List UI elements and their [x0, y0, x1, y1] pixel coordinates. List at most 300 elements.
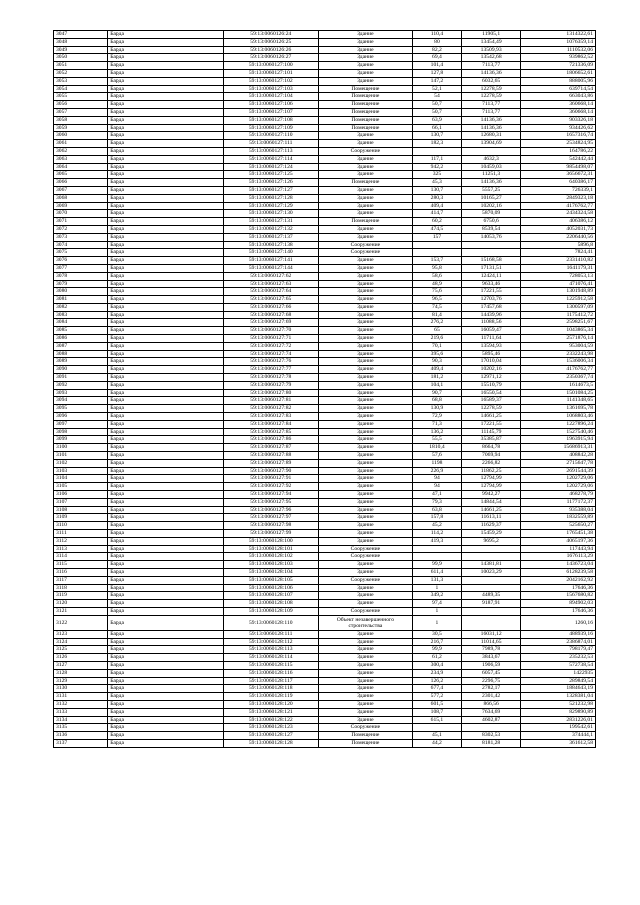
cadastral-value-table [53, 30, 596, 748]
cadastral-number-cell: 59:13:0060127:96 [223, 506, 318, 514]
row-number-cell: 3096 [54, 413, 108, 421]
area-cell: 130,7 [412, 132, 461, 140]
cadastral-value-cell: 2042162,92 [521, 576, 596, 584]
area-cell: 234,9 [412, 669, 461, 677]
cadastral-number-cell: 59:13:0060127:102 [223, 77, 318, 85]
object-type-cell: Здание [318, 31, 412, 39]
object-type-cell: Здание [318, 428, 412, 436]
table-row [54, 140, 596, 148]
settlement-name-cell: Барда [108, 366, 224, 374]
area-cell: 72,9 [412, 413, 461, 421]
cadastral-value-cell: 1963915,94 [521, 436, 596, 444]
cadastral-value-cell: 1501084,25 [521, 389, 596, 397]
object-type-cell: Здание [318, 46, 412, 54]
object-type-cell: Здание [318, 225, 412, 233]
table-row [54, 514, 596, 522]
settlement-name-cell: Барда [108, 116, 224, 124]
table-row [54, 724, 596, 732]
cadastral-number-cell: 59:13:0060127:137 [223, 233, 318, 241]
table-row [54, 335, 596, 343]
area-cell: 157,8 [412, 514, 461, 522]
cadastral-number-cell: 59:13:0060128:111 [223, 630, 318, 638]
cadastral-value-cell: 1567680,82 [521, 592, 596, 600]
area-cell: 99,9 [412, 646, 461, 654]
cadastral-number-cell: 59:13:0060127:103 [223, 85, 318, 93]
settlement-name-cell: Барда [108, 155, 224, 163]
cadastral-number-cell: 59:13:0060127:106 [223, 101, 318, 109]
cadastral-number-cell: 59:13:0060128:121 [223, 708, 318, 716]
row-number-cell: 3100 [54, 444, 108, 452]
object-type-cell: Здание [318, 537, 412, 545]
object-type-cell: Здание [318, 475, 412, 483]
specific-value-cell: 13594,93 [461, 342, 520, 350]
area-cell: 131,3 [412, 576, 461, 584]
settlement-name-cell: Барда [108, 218, 224, 226]
table-row [54, 483, 596, 491]
cadastral-value-cell: 1536006,34 [521, 358, 596, 366]
object-type-cell: Здание [318, 491, 412, 499]
row-number-cell: 3082 [54, 303, 108, 311]
table-row [54, 124, 596, 132]
settlement-name-cell: Барда [108, 677, 224, 685]
table-row [54, 630, 596, 638]
settlement-name-cell: Барда [108, 584, 224, 592]
row-number-cell: 3131 [54, 693, 108, 701]
table-row [54, 716, 596, 724]
settlement-name-cell: Барда [108, 381, 224, 389]
specific-value-cell: 2301,42 [461, 693, 520, 701]
object-type-cell: Здание [318, 350, 412, 358]
table-row [54, 638, 596, 646]
row-number-cell: 3104 [54, 475, 108, 483]
specific-value-cell: 11014,65 [461, 638, 520, 646]
table-row [54, 452, 596, 460]
table-row [54, 85, 596, 93]
table-row [54, 264, 596, 272]
specific-value-cell [461, 607, 520, 615]
specific-value-cell: 14136,36 [461, 124, 520, 132]
cadastral-value-cell: 1260,16 [521, 615, 596, 630]
cadastral-number-cell: 59:13:0060127:138 [223, 241, 318, 249]
cadastral-value-cell: 2571876,14 [521, 335, 596, 343]
object-type-cell: Сооружение [318, 576, 412, 584]
cadastral-value-cell: 1110532,06 [521, 46, 596, 54]
cadastral-value-cell: 17646,36 [521, 607, 596, 615]
cadastral-value-cell: 1328381,04 [521, 693, 596, 701]
row-number-cell: 3053 [54, 77, 108, 85]
specific-value-cell: 16550,54 [461, 389, 520, 397]
cadastral-value-cell: 521232,98 [521, 700, 596, 708]
cadastral-number-cell: 59:13:0060127:129 [223, 202, 318, 210]
specific-value-cell [461, 545, 520, 553]
area-cell: 79,3 [412, 498, 461, 506]
settlement-name-cell: Барда [108, 576, 224, 584]
object-type-cell: Сооружение [318, 553, 412, 561]
area-cell: 226,9 [412, 467, 461, 475]
specific-value-cell: 9942,27 [461, 491, 520, 499]
area-cell: 147,2 [412, 77, 461, 85]
cadastral-number-cell: 59:13:0060127:97 [223, 514, 318, 522]
cadastral-value-cell: 4065197,36 [521, 537, 596, 545]
cadastral-number-cell: 59:13:0060128:102 [223, 553, 318, 561]
row-number-cell: 3058 [54, 116, 108, 124]
specific-value-cell: 15168,58 [461, 257, 520, 265]
settlement-name-cell: Барда [108, 693, 224, 701]
area-cell: 82,2 [412, 46, 461, 54]
cadastral-value-cell: 903326,18 [521, 116, 596, 124]
object-type-cell: Здание [318, 405, 412, 413]
area-cell: 942,2 [412, 163, 461, 171]
object-type-cell: Здание [318, 638, 412, 646]
cadastral-value-cell: 408842,28 [521, 452, 596, 460]
table-row [54, 607, 596, 615]
table-row [54, 397, 596, 405]
cadastral-value-cell: 1832559,89 [521, 514, 596, 522]
cadastral-number-cell: 59:13:0060127:128 [223, 194, 318, 202]
table-row [54, 568, 596, 576]
settlement-name-cell: Барда [108, 475, 224, 483]
table-row [54, 677, 596, 685]
row-number-cell: 3071 [54, 218, 108, 226]
area-cell: 601,5 [412, 700, 461, 708]
settlement-name-cell: Барда [108, 420, 224, 428]
specific-value-cell: 7634,69 [461, 708, 520, 716]
cadastral-value-cell: 639714,54 [521, 85, 596, 93]
area-cell: 611,4 [412, 568, 461, 576]
settlement-name-cell: Барда [108, 303, 224, 311]
settlement-name-cell: Барда [108, 739, 224, 747]
row-number-cell: 3088 [54, 350, 108, 358]
table-row [54, 428, 596, 436]
cadastral-value-cell: 1314322,61 [521, 31, 596, 39]
row-number-cell: 3085 [54, 327, 108, 335]
row-number-cell: 3051 [54, 62, 108, 70]
area-cell: 130,7 [412, 186, 461, 194]
settlement-name-cell: Барда [108, 85, 224, 93]
table-row [54, 210, 596, 218]
specific-value-cell: 14439,96 [461, 311, 520, 319]
cadastral-number-cell: 59:13:0060127:79 [223, 381, 318, 389]
row-number-cell: 3089 [54, 358, 108, 366]
specific-value-cell: 4602,87 [461, 716, 520, 724]
cadastral-number-cell: 59:13:0060127:87 [223, 444, 318, 452]
row-number-cell: 3048 [54, 38, 108, 46]
area-cell: 70,1 [412, 342, 461, 350]
area-cell: 414,7 [412, 210, 461, 218]
specific-value-cell: 17221,55 [461, 288, 520, 296]
area-cell: 130,9 [412, 405, 461, 413]
cadastral-number-cell: 59:13:0060127:68 [223, 311, 318, 319]
area-cell: 75,6 [412, 288, 461, 296]
table-row [54, 491, 596, 499]
settlement-name-cell: Барда [108, 732, 224, 740]
table-row [54, 296, 596, 304]
cadastral-value-cell: 361612,58 [521, 739, 596, 747]
row-number-cell: 3115 [54, 561, 108, 569]
area-cell: 474,5 [412, 225, 461, 233]
area-cell: 95,8 [412, 264, 461, 272]
cadastral-value-cell: 1227896,24 [521, 420, 596, 428]
cadastral-value-cell: 572738,54 [521, 661, 596, 669]
table-row [54, 233, 596, 241]
table-row [54, 553, 596, 561]
cadastral-value-cell: 1301948,89 [521, 288, 596, 296]
settlement-name-cell: Барда [108, 600, 224, 608]
object-type-cell: Помещение [318, 93, 412, 101]
table-row [54, 132, 596, 140]
object-type-cell: Здание [318, 54, 412, 62]
table-row [54, 739, 596, 747]
object-type-cell: Сооружение [318, 545, 412, 553]
area-cell: 94 [412, 475, 461, 483]
settlement-name-cell: Барда [108, 69, 224, 77]
row-number-cell: 3107 [54, 498, 108, 506]
cadastral-number-cell: 59:13:0060128:103 [223, 561, 318, 569]
specific-value-cell: 6750,6 [461, 218, 520, 226]
object-type-cell: Здание [318, 514, 412, 522]
specific-value-cell: 11088,56 [461, 319, 520, 327]
cadastral-number-cell: 59:13:0060128:110 [223, 615, 318, 630]
settlement-name-cell: Барда [108, 506, 224, 514]
cadastral-number-cell: 59:13:0060127:74 [223, 350, 318, 358]
specific-value-cell: 12703,76 [461, 296, 520, 304]
settlement-name-cell: Барда [108, 319, 224, 327]
cadastral-value-cell: 1361695,78 [521, 405, 596, 413]
specific-value-cell: 12278,59 [461, 85, 520, 93]
table-row [54, 311, 596, 319]
object-type-cell: Здание [318, 194, 412, 202]
object-type-cell: Помещение [318, 732, 412, 740]
settlement-name-cell: Барда [108, 77, 224, 85]
specific-value-cell: 17010,04 [461, 358, 520, 366]
cadastral-value-cell: 525650,27 [521, 522, 596, 530]
object-type-cell: Здание [318, 296, 412, 304]
table-row [54, 108, 596, 116]
object-type-cell: Помещение [318, 85, 412, 93]
settlement-name-cell: Барда [108, 358, 224, 366]
settlement-name-cell: Барда [108, 669, 224, 677]
specific-value-cell: 15510,79 [461, 381, 520, 389]
object-type-cell: Здание [318, 163, 412, 171]
cadastral-number-cell: 59:13:0060127:72 [223, 342, 318, 350]
row-number-cell: 3057 [54, 108, 108, 116]
object-type-cell: Сооружение [318, 607, 412, 615]
settlement-name-cell: Барда [108, 389, 224, 397]
specific-value-cell: 7113,77 [461, 101, 520, 109]
cadastral-value-cell: 2332243,98 [521, 350, 596, 358]
row-number-cell: 3137 [54, 739, 108, 747]
row-number-cell: 3132 [54, 700, 108, 708]
cadastral-number-cell: 59:13:0060126:25 [223, 38, 318, 46]
area-cell: 63,8 [412, 506, 461, 514]
cadastral-number-cell: 59:13:0060127:108 [223, 116, 318, 124]
cadastral-value-cell: 2849323,18 [521, 194, 596, 202]
area-cell: 45,3 [412, 179, 461, 187]
area-cell: 99,9 [412, 561, 461, 569]
cadastral-number-cell: 59:13:0060127:86 [223, 436, 318, 444]
area-cell: 61,2 [412, 654, 461, 662]
specific-value-cell: 16031,12 [461, 630, 520, 638]
table-row [54, 171, 596, 179]
cadastral-number-cell: 59:13:0060127:101 [223, 69, 318, 77]
cadastral-number-cell: 59:13:0060128:100 [223, 537, 318, 545]
area-cell [412, 724, 461, 732]
area-cell: 280,3 [412, 194, 461, 202]
area-cell: 101,4 [412, 62, 461, 70]
settlement-name-cell: Барда [108, 124, 224, 132]
cadastral-value-cell: 17646,36 [521, 584, 596, 592]
cadastral-number-cell: 59:13:0060127:91 [223, 475, 318, 483]
row-number-cell: 3070 [54, 210, 108, 218]
table-row [54, 498, 596, 506]
table-row [54, 584, 596, 592]
cadastral-value-cell: 1202729,06 [521, 483, 596, 491]
settlement-name-cell: Барда [108, 272, 224, 280]
cadastral-number-cell: 59:13:0060128:118 [223, 685, 318, 693]
cadastral-value-cell: 1806652,61 [521, 69, 596, 77]
cadastral-number-cell: 59:13:0060127:89 [223, 459, 318, 467]
area-cell: 114,2 [412, 530, 461, 538]
specific-value-cell: 11862,25 [461, 467, 520, 475]
object-type-cell: Объект незавершенного строительства [318, 615, 412, 630]
cadastral-value-cell: 2598251,67 [521, 319, 596, 327]
cadastral-number-cell: 59:13:0060127:82 [223, 405, 318, 413]
object-type-cell: Здание [318, 693, 412, 701]
row-number-cell: 3059 [54, 124, 108, 132]
specific-value-cell: 9633,46 [461, 280, 520, 288]
row-number-cell: 3106 [54, 491, 108, 499]
cadastral-number-cell: 59:13:0060127:66 [223, 303, 318, 311]
table-row [54, 615, 596, 630]
cadastral-number-cell: 59:13:0060128:115 [223, 661, 318, 669]
row-number-cell: 3050 [54, 54, 108, 62]
object-type-cell: Здание [318, 436, 412, 444]
cadastral-value-cell: 2534824,95 [521, 140, 596, 148]
area-cell: 181,2 [412, 374, 461, 382]
area-cell: 60,2 [412, 218, 461, 226]
specific-value-cell: 14381,81 [461, 561, 520, 569]
area-cell: 409,4 [412, 202, 461, 210]
row-number-cell: 3081 [54, 296, 108, 304]
area-cell: 216,7 [412, 638, 461, 646]
table-row [54, 475, 596, 483]
settlement-name-cell: Барда [108, 202, 224, 210]
cadastral-value-cell: 3656672,31 [521, 171, 596, 179]
object-type-cell: Сооружение [318, 724, 412, 732]
table-row [54, 654, 596, 662]
settlement-name-cell: Барда [108, 296, 224, 304]
cadastral-number-cell: 59:13:0060127:124 [223, 163, 318, 171]
area-cell: 153,7 [412, 257, 461, 265]
object-type-cell: Здание [318, 646, 412, 654]
settlement-name-cell: Барда [108, 374, 224, 382]
settlement-name-cell: Барда [108, 101, 224, 109]
settlement-name-cell: Барда [108, 241, 224, 249]
row-number-cell: 3105 [54, 483, 108, 491]
cadastral-number-cell: 59:13:0060127:62 [223, 272, 318, 280]
cadastral-number-cell: 59:13:0060127:100 [223, 62, 318, 70]
row-number-cell: 3101 [54, 452, 108, 460]
table-row [54, 358, 596, 366]
cadastral-number-cell: 59:13:0060128:108 [223, 600, 318, 608]
settlement-name-cell: Барда [108, 327, 224, 335]
row-number-cell: 3073 [54, 233, 108, 241]
specific-value-cell: 11613,11 [461, 514, 520, 522]
cadastral-value-cell: 1141348,65 [521, 397, 596, 405]
object-type-cell: Здание [318, 452, 412, 460]
settlement-name-cell: Барда [108, 630, 224, 638]
table-row [54, 249, 596, 257]
cadastral-value-cell: 199542,61 [521, 724, 596, 732]
settlement-name-cell: Барда [108, 350, 224, 358]
cadastral-number-cell: 59:13:0060128:122 [223, 716, 318, 724]
cadastral-value-cell: 4052031,73 [521, 225, 596, 233]
table-row [54, 147, 596, 155]
cadastral-number-cell: 59:13:0060127:65 [223, 296, 318, 304]
cadastral-number-cell: 59:13:0060127:95 [223, 498, 318, 506]
specific-value-cell: 11711,64 [461, 335, 520, 343]
row-number-cell: 3099 [54, 436, 108, 444]
cadastral-number-cell: 59:13:0060127:98 [223, 522, 318, 530]
settlement-name-cell: Барда [108, 498, 224, 506]
object-type-cell: Здание [318, 233, 412, 241]
cadastral-number-cell: 59:13:0060127:78 [223, 374, 318, 382]
cadastral-number-cell: 59:13:0060127:104 [223, 93, 318, 101]
row-number-cell: 3116 [54, 568, 108, 576]
cadastral-value-cell: 829890,89 [521, 708, 596, 716]
object-type-cell: Здание [318, 381, 412, 389]
object-type-cell: Здание [318, 700, 412, 708]
table-row [54, 202, 596, 210]
object-type-cell: Здание [318, 413, 412, 421]
specific-value-cell: 7113,77 [461, 108, 520, 116]
cadastral-number-cell: 59:13:0060126:24 [223, 31, 318, 39]
table-row [54, 327, 596, 335]
table-row [54, 374, 596, 382]
specific-value-cell: 10202,16 [461, 366, 520, 374]
object-type-cell: Здание [318, 38, 412, 46]
table-row [54, 319, 596, 327]
object-type-cell: Здание [318, 319, 412, 327]
object-type-cell: Сооружение [318, 249, 412, 257]
object-type-cell: Здание [318, 272, 412, 280]
table-row [54, 600, 596, 608]
specific-value-cell: 1906,59 [461, 661, 520, 669]
cadastral-number-cell: 59:13:0060127:83 [223, 413, 318, 421]
row-number-cell: 3077 [54, 264, 108, 272]
object-type-cell: Здание [318, 498, 412, 506]
table-row [54, 389, 596, 397]
cadastral-value-cell: 726339,1 [521, 186, 596, 194]
cadastral-value-cell: 2691544,39 [521, 467, 596, 475]
settlement-name-cell: Барда [108, 413, 224, 421]
settlement-name-cell: Барда [108, 646, 224, 654]
object-type-cell: Здание [318, 459, 412, 467]
object-type-cell: Здание [318, 288, 412, 296]
row-number-cell: 3069 [54, 202, 108, 210]
cadastral-value-cell: 9854498,07 [521, 163, 596, 171]
area-cell: 126,2 [412, 677, 461, 685]
cadastral-number-cell: 59:13:0060128:116 [223, 669, 318, 677]
cadastral-value-cell: 1884643,19 [521, 685, 596, 693]
row-number-cell: 3134 [54, 716, 108, 724]
row-number-cell: 3133 [54, 708, 108, 716]
table-row [54, 46, 596, 54]
row-number-cell: 3127 [54, 661, 108, 669]
object-type-cell: Здание [318, 506, 412, 514]
row-number-cell: 3118 [54, 584, 108, 592]
object-type-cell: Здание [318, 202, 412, 210]
